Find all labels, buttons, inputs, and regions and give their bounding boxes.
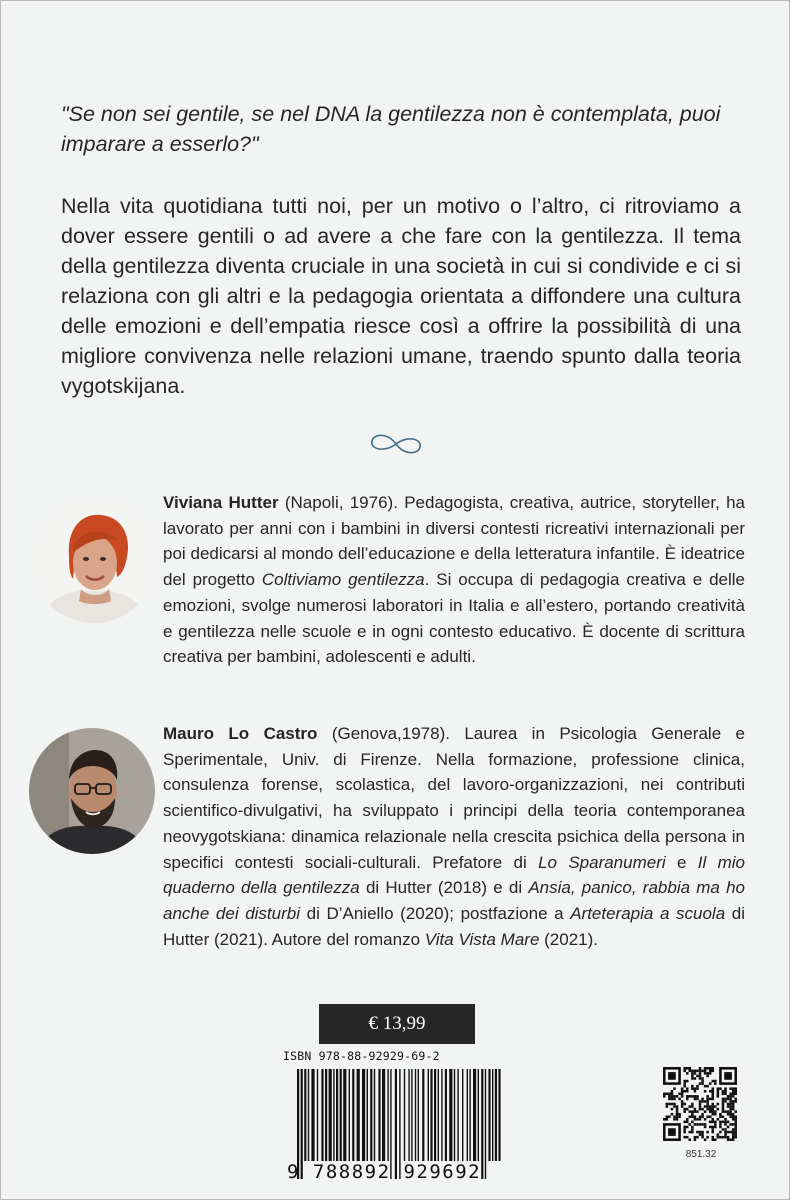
price-label: € 13,99 xyxy=(319,1004,475,1044)
intro-paragraph: Nella vita quotidiana tutti noi, per un motivo o l’altro, ci ritroviamo a dover essere gentili o ad avere a che fare con la gentilezza. Il tema della gentilezza diventa cruciale in una società in cui si condivide e ci si relaziona con gli altri e la pedagogia orientata a diffondere una cultura delle emozioni e dell’empatia riesce così a offrire la possibilità di una migliore convivenza nelle relazioni umane, traendo spunto dalla teoria vygotskijana. xyxy=(61,194,741,398)
infinity-ornament-icon xyxy=(366,427,426,461)
author2-bio-text: di Hutter (2021). Autore del romanzo xyxy=(163,903,745,949)
author2-bio-text: di D’Aniello (2020); postfazione a xyxy=(300,903,571,923)
author1-project-title: Coltiviamo gentilezza xyxy=(261,570,425,590)
qr-code-icon xyxy=(663,1067,737,1141)
author2-book-title: Ansia, panico, rabbia ma ho anche dei disturbi xyxy=(163,878,745,923)
ean-digits: 9 788892 929692 xyxy=(287,1161,482,1183)
author2-bio xyxy=(163,721,745,952)
author2-photo xyxy=(29,728,155,854)
author1-photo xyxy=(31,497,157,623)
author2-bio-text: di Hutter (2018) e di xyxy=(359,878,529,898)
author2-novel-title: Vita Vista Mare xyxy=(424,929,540,949)
author2-bio-text: e xyxy=(665,852,698,872)
author1-name: Viviana Hutter xyxy=(163,493,279,512)
author1-bio xyxy=(163,490,745,670)
qr-code-number: 851.32 xyxy=(685,1149,717,1160)
author2-bio-text: (2021). xyxy=(539,929,598,949)
isbn-number: ISBN 978-88-92929-69-2 xyxy=(283,1049,440,1063)
author2-book-title: Lo Sparanumeri xyxy=(538,852,666,872)
author2-name: Mauro Lo Castro xyxy=(163,724,318,743)
opening-quote: "Se non sei gentile, se nel DNA la gentilezza non è contemplata, puoi imparare a esserlo?" xyxy=(61,102,721,156)
author2-book-title: Il mio quaderno della gentilezza xyxy=(163,852,746,898)
author2-book-title: Arteterapia a scuola xyxy=(570,903,726,923)
author1-bio-text: (Napoli, 1976). Pedagogista, creativa, autrice, storyteller, ha lavorato per anni con i bambini in diversi contesti ricreativi internazionali per poi dedicarsi al mondo dell’educazione e della letteratura infantile. È ideatrice del progetto xyxy=(163,493,745,590)
author1-bio-text-2: . Si occupa di pedagogia creativa e delle emozioni, svolge numerosi laboratori in Italia e all’estero, portando creatività e gentilezza nelle scuole e in ogni contesto educativo. È docente di scrittura creativa per bambini, adolescenti e adulti. xyxy=(163,570,746,667)
author2-bio-text: (Genova,1978). Laurea in Psicologia Generale e Sperimentale, Univ. di Firenze. Nella formazione, professione clinica, consulenza forense, scolastica, del lavoro-organizzazioni, nei contributi scientifico-divulgativi, ha sviluppato i principi della teoria contemporanea neovygotskiana: dinamica relazionale nella crescita psichica della persona in specifici contesti sociali-culturali. Prefatore di xyxy=(163,724,745,872)
